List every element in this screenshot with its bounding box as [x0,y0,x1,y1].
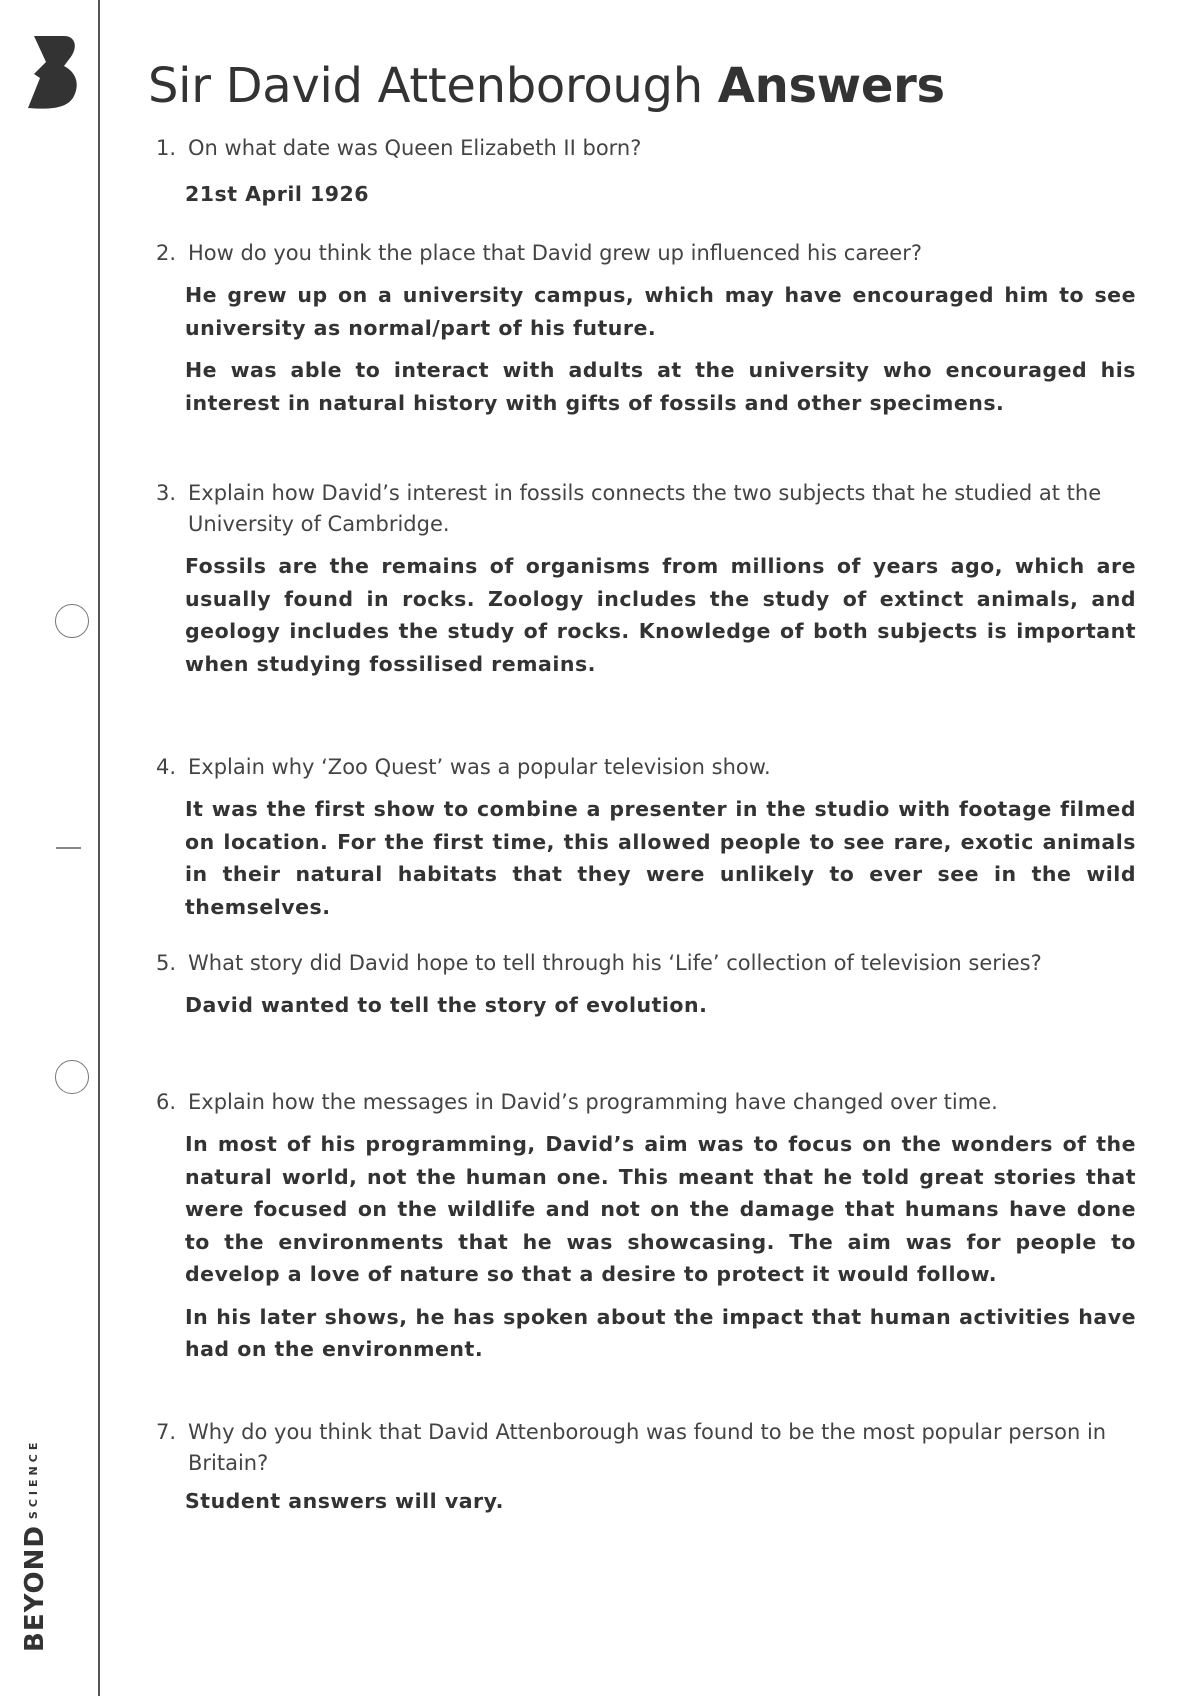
brand-beyond: BEYOND [20,1525,50,1652]
question-label: Explain how the messages in David’s programming have changed over time. [188,1090,998,1114]
question-label: On what date was Queen Elizabeth II born? [188,136,642,160]
title-main: Sir David Attenborough [148,58,703,114]
punch-hole-top [55,604,89,638]
question-1 [156,133,1136,211]
question-number: 5. [156,951,177,975]
answer: David wanted to tell the story of evolution. [185,993,708,1017]
question-text [156,478,1136,540]
answer: He grew up on a university campus, which may have encouraged him to see university as normal/part of his future. [185,283,1136,340]
question-label: Explain why ‘Zoo Quest’ was a popular television show. [188,755,771,779]
answer: He was able to interact with adults at the university who encouraged his interest in natural history with gifts of fossils and other specimens. [185,358,1136,415]
title-bold: Answers [717,58,945,114]
punch-hole-bottom [55,1060,89,1094]
question-5 [156,948,1136,1022]
question-number: 3. [156,481,177,505]
question-number: 2. [156,241,177,265]
question-number: 7. [156,1420,177,1444]
answer: In most of his programming, David’s aim was to focus on the wonders of the natural world, not the human one. This meant that he told great stories that were focused on the wildlife and not on the damage that humans have done to the environments that he was showcasing. The aim was for people to develop a love of nature so that a desire to protect it would follow. [185,1132,1136,1286]
question-number: 6. [156,1090,177,1114]
question-7 [156,1417,1136,1518]
page-title [148,58,945,114]
beyond-logo-icon [24,34,80,110]
answer: Student answers will vary. [185,1489,504,1513]
question-text [156,133,1136,164]
question-label: Why do you think that David Attenborough was found to be the most popular person in Britain? [188,1420,1107,1475]
question-6 [156,1087,1136,1366]
question-label: What story did David hope to tell through his ‘Life’ collection of television series? [188,951,1042,975]
question-text [156,752,1136,783]
question-4 [156,752,1136,923]
answer: It was the first show to combine a presenter in the studio with footage filmed on location. For the first time, this allowed people to see rare, exotic animals in their natural habitats that they were unlikely to ever see in the wild themselves. [185,797,1136,919]
question-2 [156,238,1136,419]
question-number: 4. [156,755,177,779]
question-3 [156,478,1136,680]
question-text [156,1417,1136,1479]
question-text [156,948,1136,979]
brand-science: SCIENCE [27,1438,40,1520]
question-label: Explain how David’s interest in fossils connects the two subjects that he studied at the University of Cambridge. [188,481,1102,536]
answer: 21st April 1926 [185,182,370,206]
question-number: 1. [156,136,177,160]
margin-line [98,0,100,1696]
fold-mark [56,847,81,849]
question-label: How do you think the place that David grew up influenced his career? [188,241,923,265]
answer: Fossils are the remains of organisms from millions of years ago, which are usually found in rocks. Zoology includes the study of extinct animals, and geology includes the study of rocks. Knowledge of both subjects is important when studying fossilised remains. [185,554,1136,676]
question-text [156,1087,1136,1118]
answer: In his later shows, he has spoken about the impact that human activities have had on the environment. [185,1304,1136,1361]
question-text [156,238,1136,269]
brand-vertical [20,1439,50,1652]
